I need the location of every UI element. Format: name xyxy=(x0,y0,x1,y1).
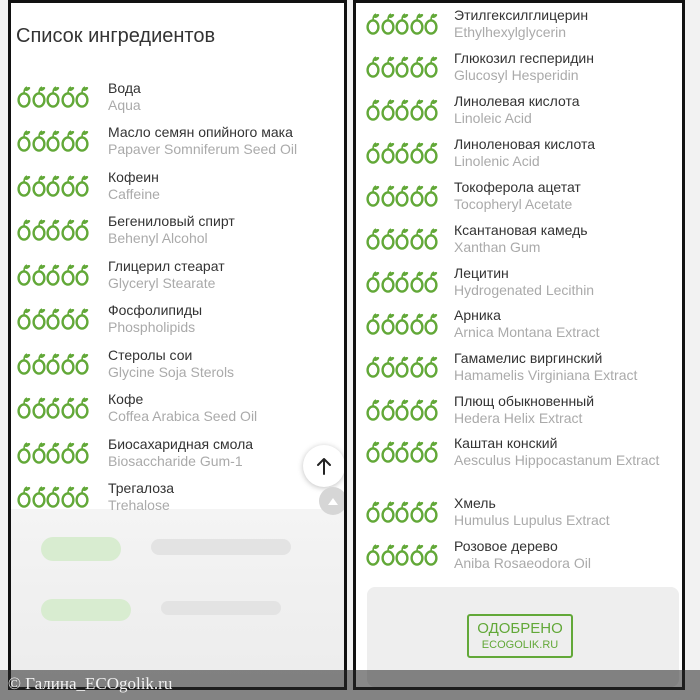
ingredient-latin-name: Linolenic Acid xyxy=(454,153,540,169)
ingredient-latin-name: Humulus Lupulus Extract xyxy=(454,512,610,528)
olive-icon xyxy=(17,397,31,419)
olive-icon xyxy=(32,264,46,286)
blurred-content xyxy=(11,509,344,687)
ingredient-latin-name: Hamamelis Virginiana Extract xyxy=(454,367,638,383)
ingredient-name: Биосахаридная смола xyxy=(108,436,254,452)
olive-icon xyxy=(46,86,60,108)
olive-icon xyxy=(61,130,75,152)
ingredient-latin-name: Papaver Somniferum Seed Oil xyxy=(108,141,298,157)
olive-icon xyxy=(32,353,46,375)
ingredient-name: Глюкозил гесперидин xyxy=(454,50,594,66)
olive-icon xyxy=(61,219,75,241)
olive-icon xyxy=(410,399,424,421)
ingredient-latin-name: Caffeine xyxy=(108,186,160,202)
olive-icon xyxy=(395,271,409,293)
rating-olives xyxy=(366,13,438,35)
rating-olives xyxy=(17,86,89,108)
ingredient-name: Кофеин xyxy=(108,169,159,185)
ingredient-name: Токоферола ацетат xyxy=(454,179,581,195)
olive-icon xyxy=(424,99,438,121)
olive-icon xyxy=(410,271,424,293)
olive-icon xyxy=(46,397,60,419)
ingredient-name: Линолевая кислота xyxy=(454,93,580,109)
olive-icon xyxy=(410,56,424,78)
olive-icon xyxy=(424,441,438,463)
olive-icon xyxy=(381,356,395,378)
olive-icon xyxy=(424,356,438,378)
olive-icon xyxy=(381,399,395,421)
rating-olives xyxy=(366,501,438,523)
ingredient-latin-name: Ethylhexylglycerin xyxy=(454,24,567,40)
olive-icon xyxy=(61,308,75,330)
olive-icon xyxy=(410,13,424,35)
olive-icon xyxy=(424,501,438,523)
olive-icon xyxy=(61,486,75,508)
olive-icon xyxy=(32,442,46,464)
olive-icon xyxy=(75,175,89,197)
ingredient-name: Арника xyxy=(454,307,501,323)
olive-icon xyxy=(17,219,31,241)
rating-olives xyxy=(17,264,89,286)
olive-icon xyxy=(75,130,89,152)
ingredient-name: Трегалоза xyxy=(108,480,175,496)
olive-icon xyxy=(75,308,89,330)
ingredients-panel-left xyxy=(8,0,347,690)
olive-icon xyxy=(424,56,438,78)
watermark-text: © Галина_ECOgolik.ru xyxy=(8,674,173,693)
olive-icon xyxy=(424,271,438,293)
olive-icon xyxy=(46,175,60,197)
olive-icon xyxy=(366,544,380,566)
rating-olives xyxy=(366,356,438,378)
ingredient-name: Лецитин xyxy=(454,265,509,281)
rating-olives xyxy=(366,441,438,463)
ingredient-latin-name: Aesculus Hippocastanum Extract xyxy=(454,452,660,468)
olive-icon xyxy=(381,228,395,250)
olive-icon xyxy=(61,353,75,375)
ingredient-name: Глицерил стеарат xyxy=(108,258,225,274)
olive-icon xyxy=(381,56,395,78)
olive-icon xyxy=(32,308,46,330)
olive-icon xyxy=(75,486,89,508)
rating-olives xyxy=(17,130,89,152)
rating-olives xyxy=(17,175,89,197)
olive-icon xyxy=(410,544,424,566)
ingredient-latin-name: Phospholipids xyxy=(108,319,196,335)
ingredient-latin-name: Linoleic Acid xyxy=(454,110,532,126)
olive-icon xyxy=(61,264,75,286)
ingredient-name: Бегениловый спирт xyxy=(108,213,235,229)
olive-icon xyxy=(366,142,380,164)
rating-olives xyxy=(366,142,438,164)
ingredient-name: Стеролы сои xyxy=(108,347,193,363)
olive-icon xyxy=(17,486,31,508)
olive-icon xyxy=(32,130,46,152)
ingredient-name: Ксантановая камедь xyxy=(454,222,588,238)
olive-icon xyxy=(395,228,409,250)
olive-icon xyxy=(395,501,409,523)
olive-icon xyxy=(381,441,395,463)
stamp-line-2: ECOGOLIK.RU xyxy=(481,639,559,651)
olive-icon xyxy=(410,99,424,121)
olive-icon xyxy=(381,99,395,121)
olive-icon xyxy=(410,313,424,335)
olive-icon xyxy=(75,264,89,286)
olive-icon xyxy=(410,142,424,164)
olive-icon xyxy=(46,308,60,330)
ingredient-name: Линоленовая кислота xyxy=(454,136,596,152)
olive-icon xyxy=(17,308,31,330)
olive-icon xyxy=(395,13,409,35)
ingredient-latin-name: Hydrogenated Lecithin xyxy=(454,282,595,298)
olive-icon xyxy=(17,264,31,286)
ingredient-latin-name: Aqua xyxy=(108,97,141,113)
ingredient-name: Каштан конский xyxy=(454,435,558,451)
rating-olives xyxy=(366,56,438,78)
olive-icon xyxy=(46,264,60,286)
watermark-bar xyxy=(0,670,700,700)
ingredient-name: Гамамелис виргинский xyxy=(454,350,603,366)
olive-icon xyxy=(75,219,89,241)
olive-icon xyxy=(46,130,60,152)
olive-icon xyxy=(395,544,409,566)
ingredient-latin-name: Glycine Soja Sterols xyxy=(108,364,235,380)
ingredient-latin-name: Xanthan Gum xyxy=(454,239,541,255)
olive-icon xyxy=(366,356,380,378)
olive-icon xyxy=(366,99,380,121)
olive-icon xyxy=(17,175,31,197)
approved-stamp xyxy=(467,614,573,658)
rating-olives xyxy=(366,99,438,121)
ingredient-latin-name: Glyceryl Stearate xyxy=(108,275,216,291)
ingredient-latin-name: Tocopheryl Acetate xyxy=(454,196,573,212)
ingredient-name: Кофе xyxy=(108,391,144,407)
ingredient-name: Масло семян опийного мака xyxy=(108,124,293,140)
olive-icon xyxy=(366,56,380,78)
rating-olives xyxy=(366,313,438,335)
ingredient-latin-name: Coffea Arabica Seed Oil xyxy=(108,408,258,424)
rating-olives xyxy=(366,185,438,207)
stamp-line-1: ОДОБРЕНО xyxy=(477,620,563,637)
olive-icon xyxy=(32,86,46,108)
triangle-up-icon xyxy=(327,496,339,506)
rating-olives xyxy=(17,397,89,419)
olive-icon xyxy=(17,86,31,108)
ingredient-latin-name: Behenyl Alcohol xyxy=(108,230,208,246)
rating-olives xyxy=(366,271,438,293)
olive-icon xyxy=(424,228,438,250)
olive-icon xyxy=(75,86,89,108)
olive-icon xyxy=(381,501,395,523)
scroll-up-button[interactable] xyxy=(319,487,347,515)
ingredient-latin-name: Hedera Helix Extract xyxy=(454,410,583,426)
ingredient-name: Фосфолипиды xyxy=(108,302,203,318)
olive-icon xyxy=(395,142,409,164)
olive-icon xyxy=(381,13,395,35)
olive-icon xyxy=(17,130,31,152)
olive-icon xyxy=(366,185,380,207)
olive-icon xyxy=(75,442,89,464)
olive-icon xyxy=(410,185,424,207)
ingredient-name: Розовое дерево xyxy=(454,538,558,554)
olive-icon xyxy=(395,99,409,121)
olive-icon xyxy=(61,175,75,197)
rating-olives xyxy=(366,228,438,250)
scroll-to-top-button[interactable] xyxy=(303,445,345,487)
olive-icon xyxy=(32,219,46,241)
olive-icon xyxy=(32,486,46,508)
olive-icon xyxy=(381,142,395,164)
olive-icon xyxy=(366,271,380,293)
olive-icon xyxy=(395,56,409,78)
olive-icon xyxy=(395,399,409,421)
olive-icon xyxy=(424,142,438,164)
olive-icon xyxy=(366,399,380,421)
rating-olives xyxy=(366,399,438,421)
olive-icon xyxy=(32,397,46,419)
ingredient-name: Хмель xyxy=(454,495,496,511)
ingredient-name: Плющ обыкновенный xyxy=(454,393,595,409)
olive-icon xyxy=(366,441,380,463)
ingredient-latin-name: Biosaccharide Gum-1 xyxy=(108,453,243,469)
olive-icon xyxy=(395,441,409,463)
olive-icon xyxy=(410,441,424,463)
olive-icon xyxy=(381,313,395,335)
ingredient-latin-name: Aniba Rosaeodora Oil xyxy=(454,555,591,571)
arrow-up-icon xyxy=(315,456,333,476)
page-title: Список ингредиентов xyxy=(16,25,216,47)
olive-icon xyxy=(366,228,380,250)
ingredient-name: Вода xyxy=(108,80,141,96)
rating-olives xyxy=(17,353,89,375)
rating-olives xyxy=(17,486,89,508)
olive-icon xyxy=(381,185,395,207)
olive-icon xyxy=(75,353,89,375)
olive-icon xyxy=(410,228,424,250)
olive-icon xyxy=(424,399,438,421)
olive-icon xyxy=(17,353,31,375)
olive-icon xyxy=(46,486,60,508)
olive-icon xyxy=(46,442,60,464)
olive-icon xyxy=(61,397,75,419)
olive-icon xyxy=(395,356,409,378)
rating-olives xyxy=(17,308,89,330)
olive-icon xyxy=(366,13,380,35)
rating-olives xyxy=(17,219,89,241)
olive-icon xyxy=(75,397,89,419)
olive-icon xyxy=(381,271,395,293)
olive-icon xyxy=(381,544,395,566)
olive-icon xyxy=(32,175,46,197)
rating-olives xyxy=(17,442,89,464)
olive-icon xyxy=(395,185,409,207)
olive-icon xyxy=(424,544,438,566)
ingredient-latin-name: Glucosyl Hesperidin xyxy=(454,67,579,83)
olive-icon xyxy=(424,13,438,35)
ingredient-latin-name: Trehalose xyxy=(108,497,170,513)
olive-icon xyxy=(46,353,60,375)
ingredient-latin-name: Arnica Montana Extract xyxy=(454,324,600,340)
olive-icon xyxy=(46,219,60,241)
ingredients-panel-right xyxy=(353,0,685,690)
olive-icon xyxy=(410,501,424,523)
olive-icon xyxy=(61,442,75,464)
olive-icon xyxy=(17,442,31,464)
olive-icon xyxy=(410,356,424,378)
olive-icon xyxy=(366,501,380,523)
rating-olives xyxy=(366,544,438,566)
olive-icon xyxy=(424,185,438,207)
olive-icon xyxy=(366,313,380,335)
olive-icon xyxy=(424,313,438,335)
olive-icon xyxy=(395,313,409,335)
ingredient-name: Этилгексилглицерин xyxy=(454,7,589,23)
olive-icon xyxy=(61,86,75,108)
